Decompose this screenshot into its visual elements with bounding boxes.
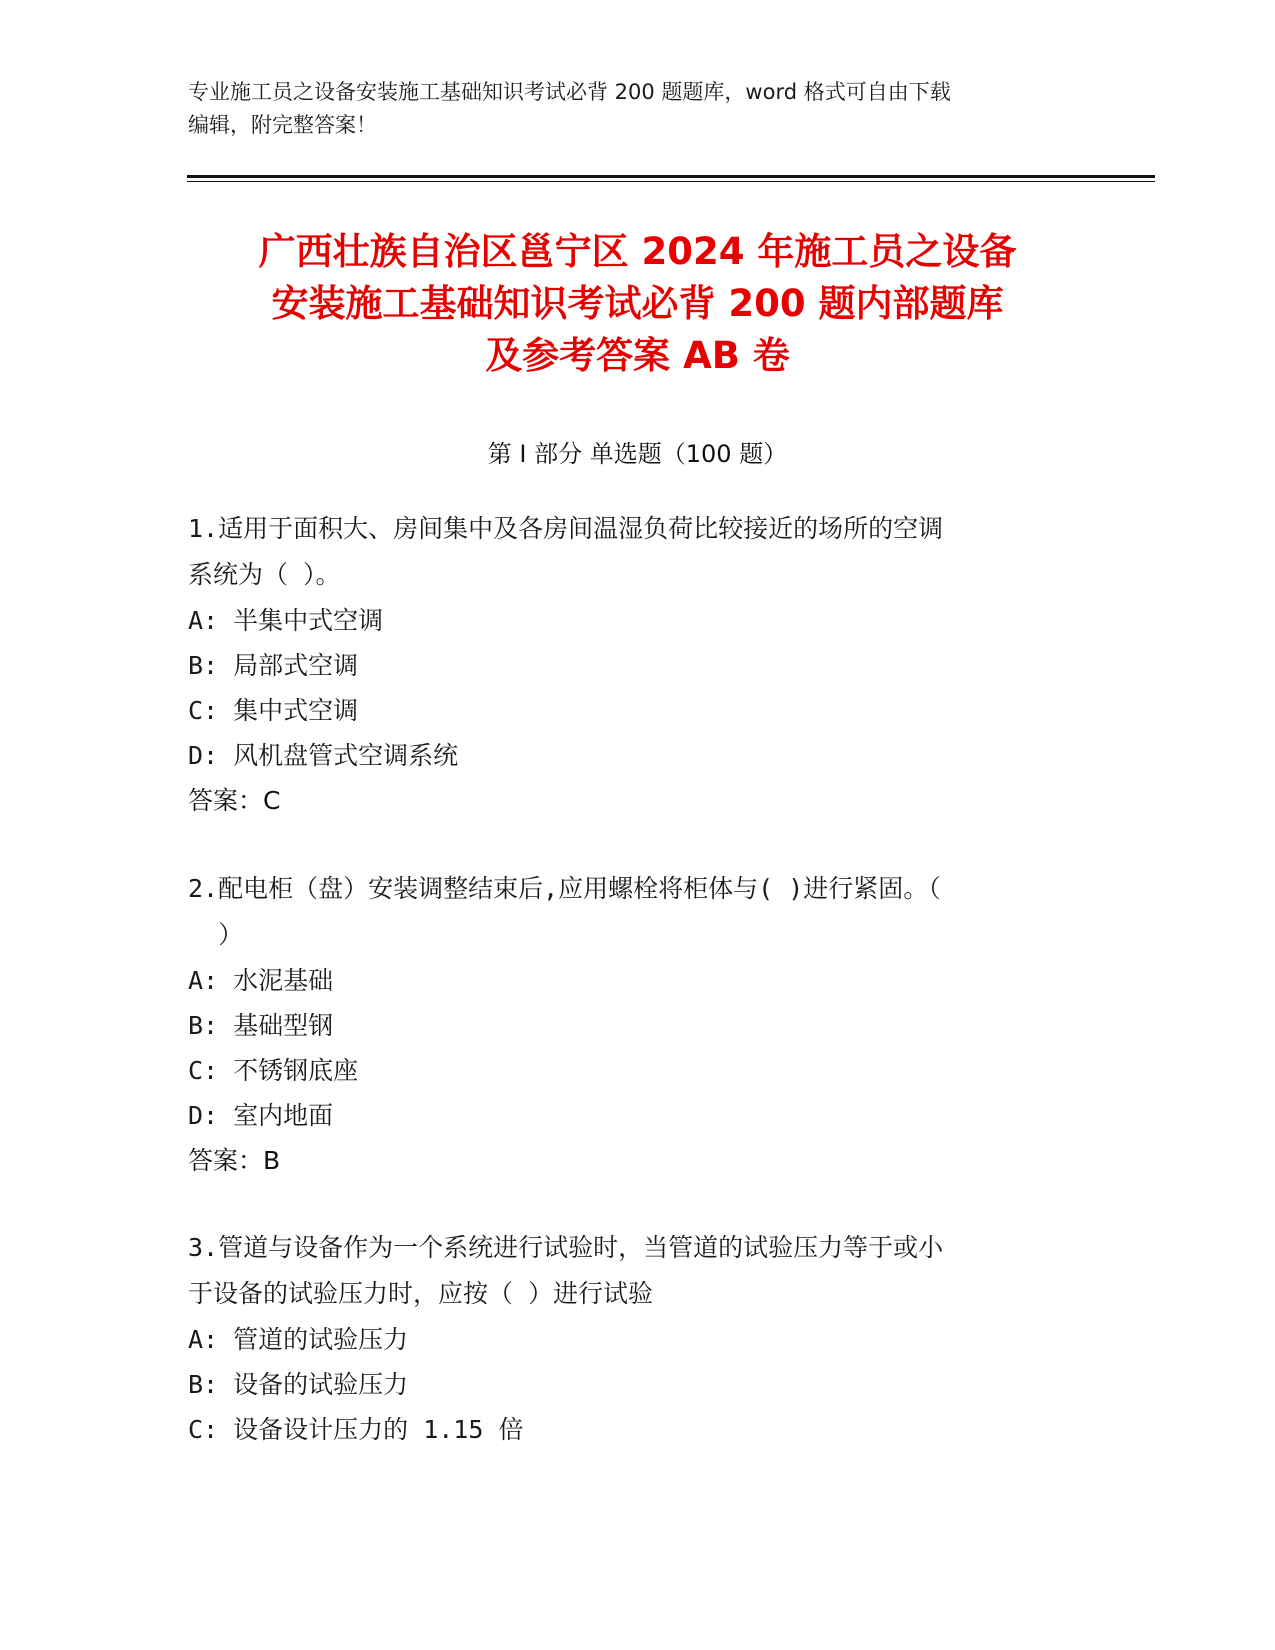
answer-line: 答案：C <box>188 786 281 815</box>
question-stem-line: 于设备的试验压力时，应按（ ）进行试验 <box>188 1279 654 1308</box>
question-1 <box>188 506 1068 823</box>
option-c: C: 不锈钢底座 <box>188 1056 359 1085</box>
option-a: A: 管道的试验压力 <box>188 1325 409 1354</box>
option-a: A: 水泥基础 <box>188 966 334 995</box>
document-header-note <box>188 76 1088 142</box>
option-c: C: 集中式空调 <box>188 696 359 725</box>
option-d: D: 室内地面 <box>188 1101 334 1130</box>
question-stem-line: 2.配电柜（盘）安装调整结束后,应用螺栓将柜体与( )进行紧固。（ <box>188 874 941 903</box>
question-stem <box>188 1225 1068 1317</box>
question-stem-line: 3.管道与设备作为一个系统进行试验时，当管道的试验压力等于或小 <box>188 1233 944 1262</box>
question-3 <box>188 1225 1068 1452</box>
header-divider-thin <box>187 181 1155 182</box>
option-b: B: 设备的试验压力 <box>188 1370 409 1399</box>
answer-line: 答案：B <box>188 1146 281 1175</box>
option-d: D: 风机盘管式空调系统 <box>188 741 459 770</box>
document-title-line-3: 及参考答案 AB 卷 <box>485 334 790 377</box>
question-stem-line: 系统为（ ）。 <box>188 560 341 589</box>
document-title-line-2: 安装施工基础知识考试必背 200 题内部题库 <box>271 282 1004 325</box>
question-stem <box>188 506 1068 598</box>
question-stem-line: 1.适用于面积大、房间集中及各房间温湿负荷比较接近的场所的空调 <box>188 514 944 543</box>
header-note-line-2: 编辑，附完整答案！ <box>188 113 377 137</box>
option-c: C: 设备设计压力的 1.15 倍 <box>188 1415 524 1444</box>
header-note-line-1: 专业施工员之设备安装施工基础知识考试必背 200 题题库，word 格式可自由下载 <box>188 80 951 104</box>
question-stem <box>188 866 1068 958</box>
option-b: B: 基础型钢 <box>188 1011 334 1040</box>
header-divider-thick <box>187 175 1155 178</box>
option-a: A: 半集中式空调 <box>188 606 384 635</box>
question-stem-line: ） <box>188 920 244 949</box>
document-title-line-1: 广西壮族自治区邕宁区 2024 年施工员之设备 <box>258 230 1017 273</box>
document-title <box>120 226 1155 382</box>
section-heading: 第 I 部分 单选题（100 题） <box>487 440 788 468</box>
option-b: B: 局部式空调 <box>188 651 359 680</box>
question-2 <box>188 866 1068 1183</box>
